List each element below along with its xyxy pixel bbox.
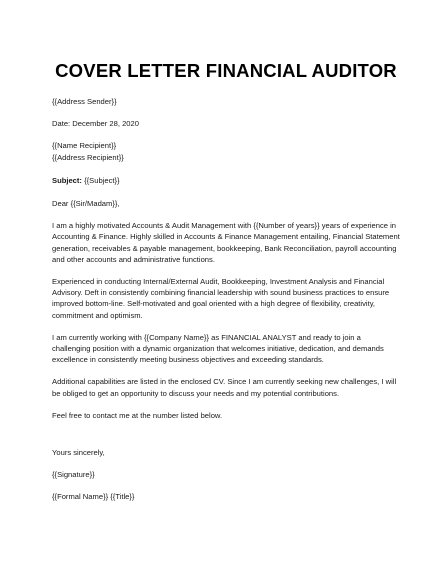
subject-line [52,175,400,186]
body-paragraph-1: I am a highly motivated Accounts & Audit Management with {{Number of years}} years of experience in Accounting & Finance. Highly skilled in Accounts & Finance Management entailing, Financial Statement generation, receivables & payable management, bookkeeping, Bank Reconciliation, payroll accounting and other accounts and administrative functions. [52,221,400,264]
salutation: Dear {{Sir/Madam}}, [52,199,120,209]
subject-value: {{Subject}} [81,175,120,185]
body-paragraph-2: Experienced in conducting Internal/External Audit, Bookkeeping, Investment Analysis and Financial Advisory. Deft in consistently combining financial leadership with sound business practices to ensure improved bottom-line. Self-motivated and goal oriented with a high degree of flexibility, creativity, commitment and optimism. [52,277,390,320]
closing: Yours sincerely, [52,448,105,458]
address-sender: {{Address Sender}} [52,97,117,106]
letter-date: Date: December 28, 2020 [52,119,139,129]
body-paragraph-5: Feel free to contact me at the number listed below. [52,410,223,420]
address-recipient: {{Address Recipient}} [52,152,124,162]
signature: {{Signature}} [52,470,95,480]
subject-label: Subject: [52,175,82,185]
name-recipient: {{Name Recipient}} [52,141,117,151]
document-title: COVER LETTER FINANCIAL AUDITOR [55,60,397,81]
body-paragraph-4: Additional capabilities are listed in the enclosed CV. Since I am currently seeking new challenges, I will be obliged to get an opportunity to discuss your needs and my potential contributions. [52,377,397,398]
body-paragraph-3: I am currently working with {{Company Name}} as FINANCIAL ANALYST and ready to join a challenging position with a dynamic organization that welcomes initiative, dedication, and demands excellence in consistently meeting business objectives and exceeding standards. [52,332,384,365]
formal-name-title: {{Formal Name}} {{Title}} [52,492,135,502]
